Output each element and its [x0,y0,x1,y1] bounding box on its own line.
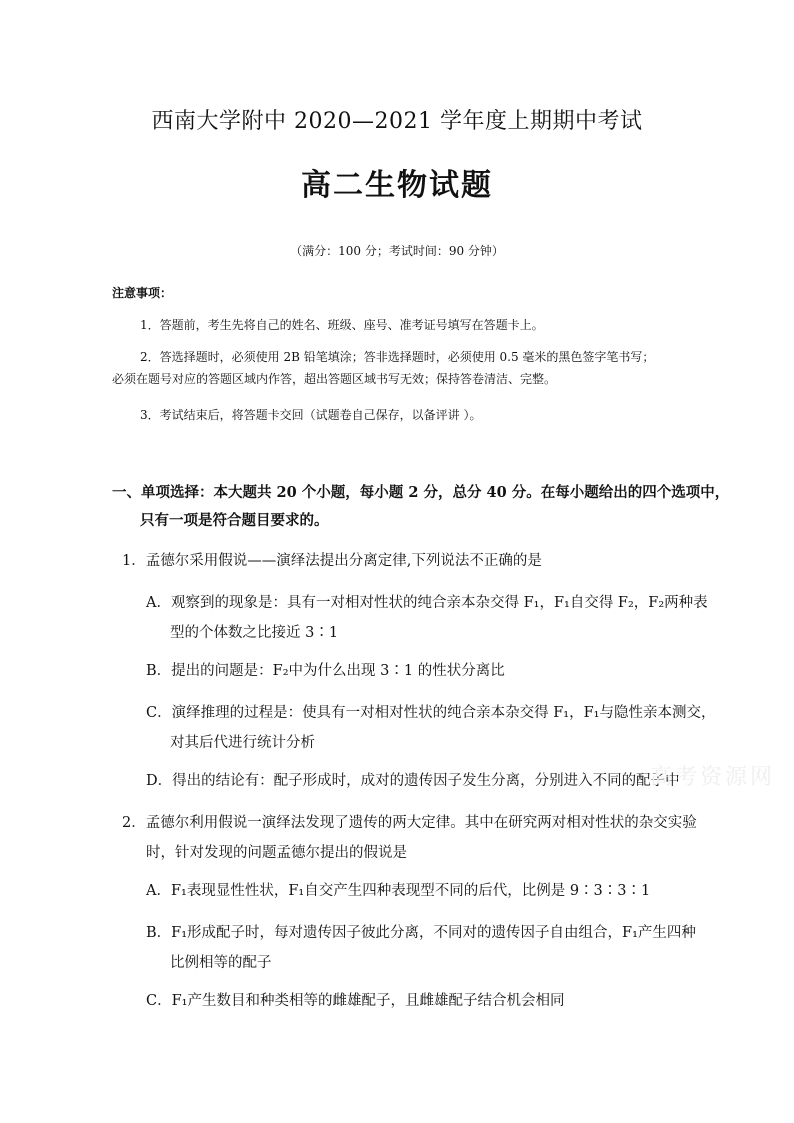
q1-option-c-line-1: C．演绎推理的过程是：使具有一对相对性状的纯合亲本杂交得 F₁，F₁与隐性亲本测交， [146,705,716,721]
q2-stem-line-2: 时，针对发现的问题孟德尔提出的假说是 [146,845,407,861]
q1-option-d: D．得出的结论有：配子形成时，成对的遗传因子发生分离，分别进入不同的配子中 [146,773,680,789]
q1-option-c-line-2: 对其后代进行统计分析 [170,735,315,751]
section-heading-line-1: 一、单项选择：本大题共 20 个小题，每小题 2 分，总分 40 分。在每小题给出的四个选项中， [112,484,730,501]
q1-stem: 1．孟德尔采用假说——演绎法提出分离定律,下列说法不正确的是 [122,553,542,569]
notice-heading: 注意事项： [112,286,173,300]
section-heading-line-2: 只有一项是符合题目要求的。 [140,512,329,529]
notice-item-2-line-1: 2．答选择题时，必须使用 2B 铅笔填涂；答非选择题时，必须使用 0.5 毫米的黑色签字笔书写； [140,350,655,364]
notice-item-1: 1．答题前，考生先将自己的姓名、班级、座号、准考证号填写在答题卡上。 [140,318,544,332]
q2-option-a: A．F₁表现显性性状，F₁自交产生四种表现型不同的后代，比例是 9∶3∶3∶1 [146,883,651,899]
q2-option-b-line-2: 比例相等的配子 [170,955,272,971]
q2-option-b-line-1: B．F₁形成配子时，每对遗传因子彼此分离，不同对的遗传因子自由组合，F₁产生四种 [146,925,696,941]
q1-option-a-line-2: 型的个体数之比接近 3∶1 [170,625,339,641]
notice-item-3: 3．考试结束后，将答题卡交回（试题卷自己保存，以备评讲 ）。 [140,408,482,422]
watermark: 高考资源网 [650,765,776,790]
q1-option-a-line-1: A．观察到的现象是：具有一对相对性状的纯合亲本杂交得 F₁，F₁自交得 F₂，F₂两种表 [146,595,708,611]
q1-option-b: B．提出的问题是：F₂中为什么出现 3∶1 的性状分离比 [146,663,505,679]
exam-title: 西南大学附中 2020—2021 学年度上期期中考试 [151,109,643,134]
subject-title: 高二生物试题 [301,168,493,203]
notice-item-2-line-2: 必须在题号对应的答题区域内作答，超出答题区域书写无效；保持答卷清洁、完整。 [112,372,557,386]
q2-stem-line-1: 2．孟德尔利用假说一演绎法发现了遗传的两大定律。其中在研究两对相对性状的杂交实验 [122,815,697,831]
exam-meta: （满分：100 分；考试时间：90 分钟） [290,244,504,258]
q2-option-c: C．F₁产生数目和种类相等的雌雄配子，且雌雄配子结合机会相同 [146,993,565,1009]
